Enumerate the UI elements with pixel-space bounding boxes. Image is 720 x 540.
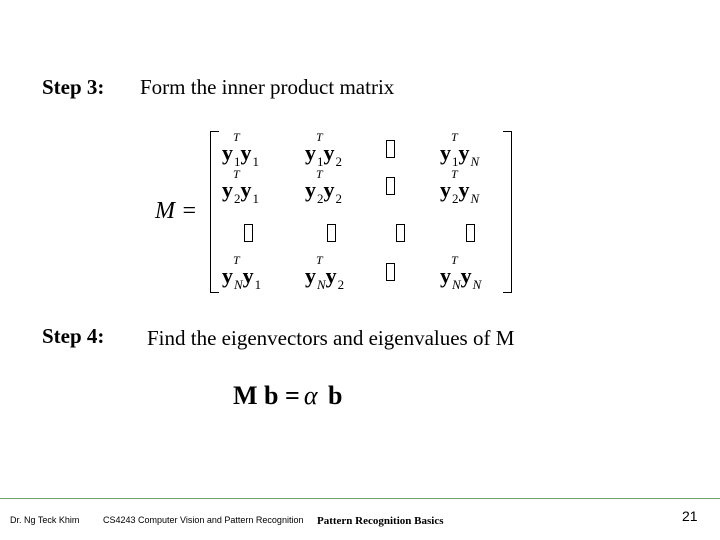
matrix-left-bracket — [210, 131, 219, 293]
footer-author: Dr. Ng Teck Khim — [10, 515, 80, 525]
step3-label: Step 3: — [42, 75, 105, 99]
footer-divider — [0, 498, 720, 499]
footer-topic: Pattern Recognition Basics — [317, 515, 444, 527]
matrix-entry: y T $_2y_N$ — [440, 167, 480, 206]
step4-label: Step 4: — [42, 324, 105, 348]
ellipsis-placeholder — [244, 224, 253, 242]
matrix-entry: y T $_Ny_2$ — [305, 253, 345, 292]
matrix-entry: y T $_2y_1$ — [222, 167, 259, 206]
footer-course: CS4243 Computer Vision and Pattern Recognition — [103, 515, 304, 525]
matrix-right-bracket — [503, 131, 512, 293]
matrix-entry: y T $_1y_2$ — [305, 130, 342, 169]
eigen-equation — [233, 381, 342, 411]
ellipsis-placeholder — [386, 140, 395, 158]
page-number: 21 — [682, 508, 698, 524]
ellipsis-placeholder — [386, 263, 395, 281]
ellipsis-placeholder — [396, 224, 405, 242]
step4-text: Find the eigenvectors and eigenvalues of M — [147, 326, 515, 350]
matrix-lhs: M = — [155, 198, 198, 224]
matrix-entry: y T $_1y_1$ — [222, 130, 259, 169]
ellipsis-placeholder — [386, 177, 395, 195]
step3-text: Form the inner product matrix — [140, 75, 395, 99]
ellipsis-placeholder — [327, 224, 336, 242]
matrix-entry: y T $_Ny_1$ — [222, 253, 262, 292]
matrix-entry: y T $_2y_2$ — [305, 167, 342, 206]
alpha-symbol: α — [303, 381, 318, 410]
ellipsis-placeholder — [466, 224, 475, 242]
equation-lhs: M b = — [233, 381, 300, 410]
matrix-entry: y T $_1y_N$ — [440, 130, 480, 169]
matrix-entry: y T $_Ny_N$ — [440, 253, 482, 292]
equation-rhs: b — [327, 381, 343, 410]
